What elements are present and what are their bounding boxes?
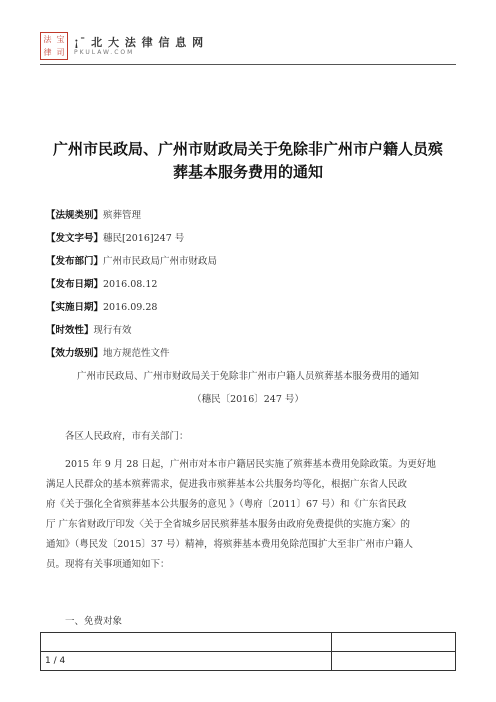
title-line: 葬基本服务费用的通知 xyxy=(172,163,323,181)
meta-value: 穗民[2016]247 号 xyxy=(103,233,185,244)
body-line: 通知》（粤民发〔2015〕37 号）精神，将殡葬基本费用免除范围扩大至非广州市户籍人 xyxy=(46,539,414,550)
meta-publish-date xyxy=(46,276,157,290)
meta-doc-number xyxy=(46,230,184,244)
meta-value: 2016.09.28 xyxy=(103,302,158,313)
brand-name: ¡¯ 北 大 法 律 信 息 网 xyxy=(74,36,205,49)
brand-domain: PKULAW.COM xyxy=(74,49,135,56)
body-line: 满足人民群众的基本殡葬需求，促进我市殡葬基本公共服务均等化，根据广东省人民政 xyxy=(46,479,408,490)
logo-char: 司 xyxy=(56,48,65,57)
meta-key: 【效力级别】 xyxy=(46,348,104,359)
logo-char: 律 xyxy=(43,48,52,57)
meta-category xyxy=(46,207,141,221)
meta-key: 【发文字号】 xyxy=(46,233,104,244)
document-title xyxy=(40,138,456,184)
body-paragraph xyxy=(46,455,456,575)
header-divider xyxy=(40,64,456,65)
meta-value: 现行有效 xyxy=(93,325,132,336)
doc-heading: 广州市民政局、广州市财政局关于免除非广州市户籍人员殡葬基本服务费用的通知 xyxy=(76,371,419,382)
doc-number: （穗民〔2016〕247 号） xyxy=(192,394,304,405)
logo-char: 宝 xyxy=(56,35,65,44)
meta-key: 【实施日期】 xyxy=(46,302,104,313)
meta-validity xyxy=(46,322,132,336)
title-line: 广州市民政局、广州市财政局关于免除非广州市户籍人员殡 xyxy=(52,140,443,158)
logo-char: 法 xyxy=(43,35,52,44)
meta-issuer xyxy=(46,253,217,267)
meta-value: 殡葬管理 xyxy=(103,210,142,221)
footer-empty-cell xyxy=(331,652,456,671)
site-header xyxy=(40,26,456,68)
footer-empty-cell xyxy=(331,633,456,652)
page-indicator: 1 / 4 xyxy=(41,652,332,671)
pkulaw-logo xyxy=(40,32,68,60)
body-line: 厅 广东省财政厅印发〈关于全省城乡居民殡葬基本服务由政府免费提供的实施方案〉的 xyxy=(46,519,411,530)
section-heading: 一、免费对象 xyxy=(65,616,123,627)
body-line: 府《关于强化全省殡葬基本公共服务的意见 》（粤府〔2011〕67 号）和《广东省民政 xyxy=(46,499,407,510)
page-footer xyxy=(40,632,456,671)
meta-key: 【法规类别】 xyxy=(46,210,104,221)
footer-empty-cell xyxy=(41,633,332,652)
body-line: 2015 年 9 月 28 日起，广州市对本市户籍居民实施了殡葬基本费用免除政策。为更好地 xyxy=(65,459,436,470)
meta-value: 广州市民政局广州市财政局 xyxy=(103,256,218,267)
body-line: 员。现将有关事项通知如下： xyxy=(46,559,170,570)
meta-key: 【发布部门】 xyxy=(46,256,104,267)
meta-value: 地方规范性文件 xyxy=(103,348,170,359)
meta-value: 2016.08.12 xyxy=(103,279,158,290)
meta-effective-date xyxy=(46,299,157,313)
meta-key: 【发布日期】 xyxy=(46,279,104,290)
salutation: 各区人民政府，市有关部门： xyxy=(65,431,189,442)
meta-level xyxy=(46,345,170,359)
meta-key: 【时效性】 xyxy=(46,325,94,336)
